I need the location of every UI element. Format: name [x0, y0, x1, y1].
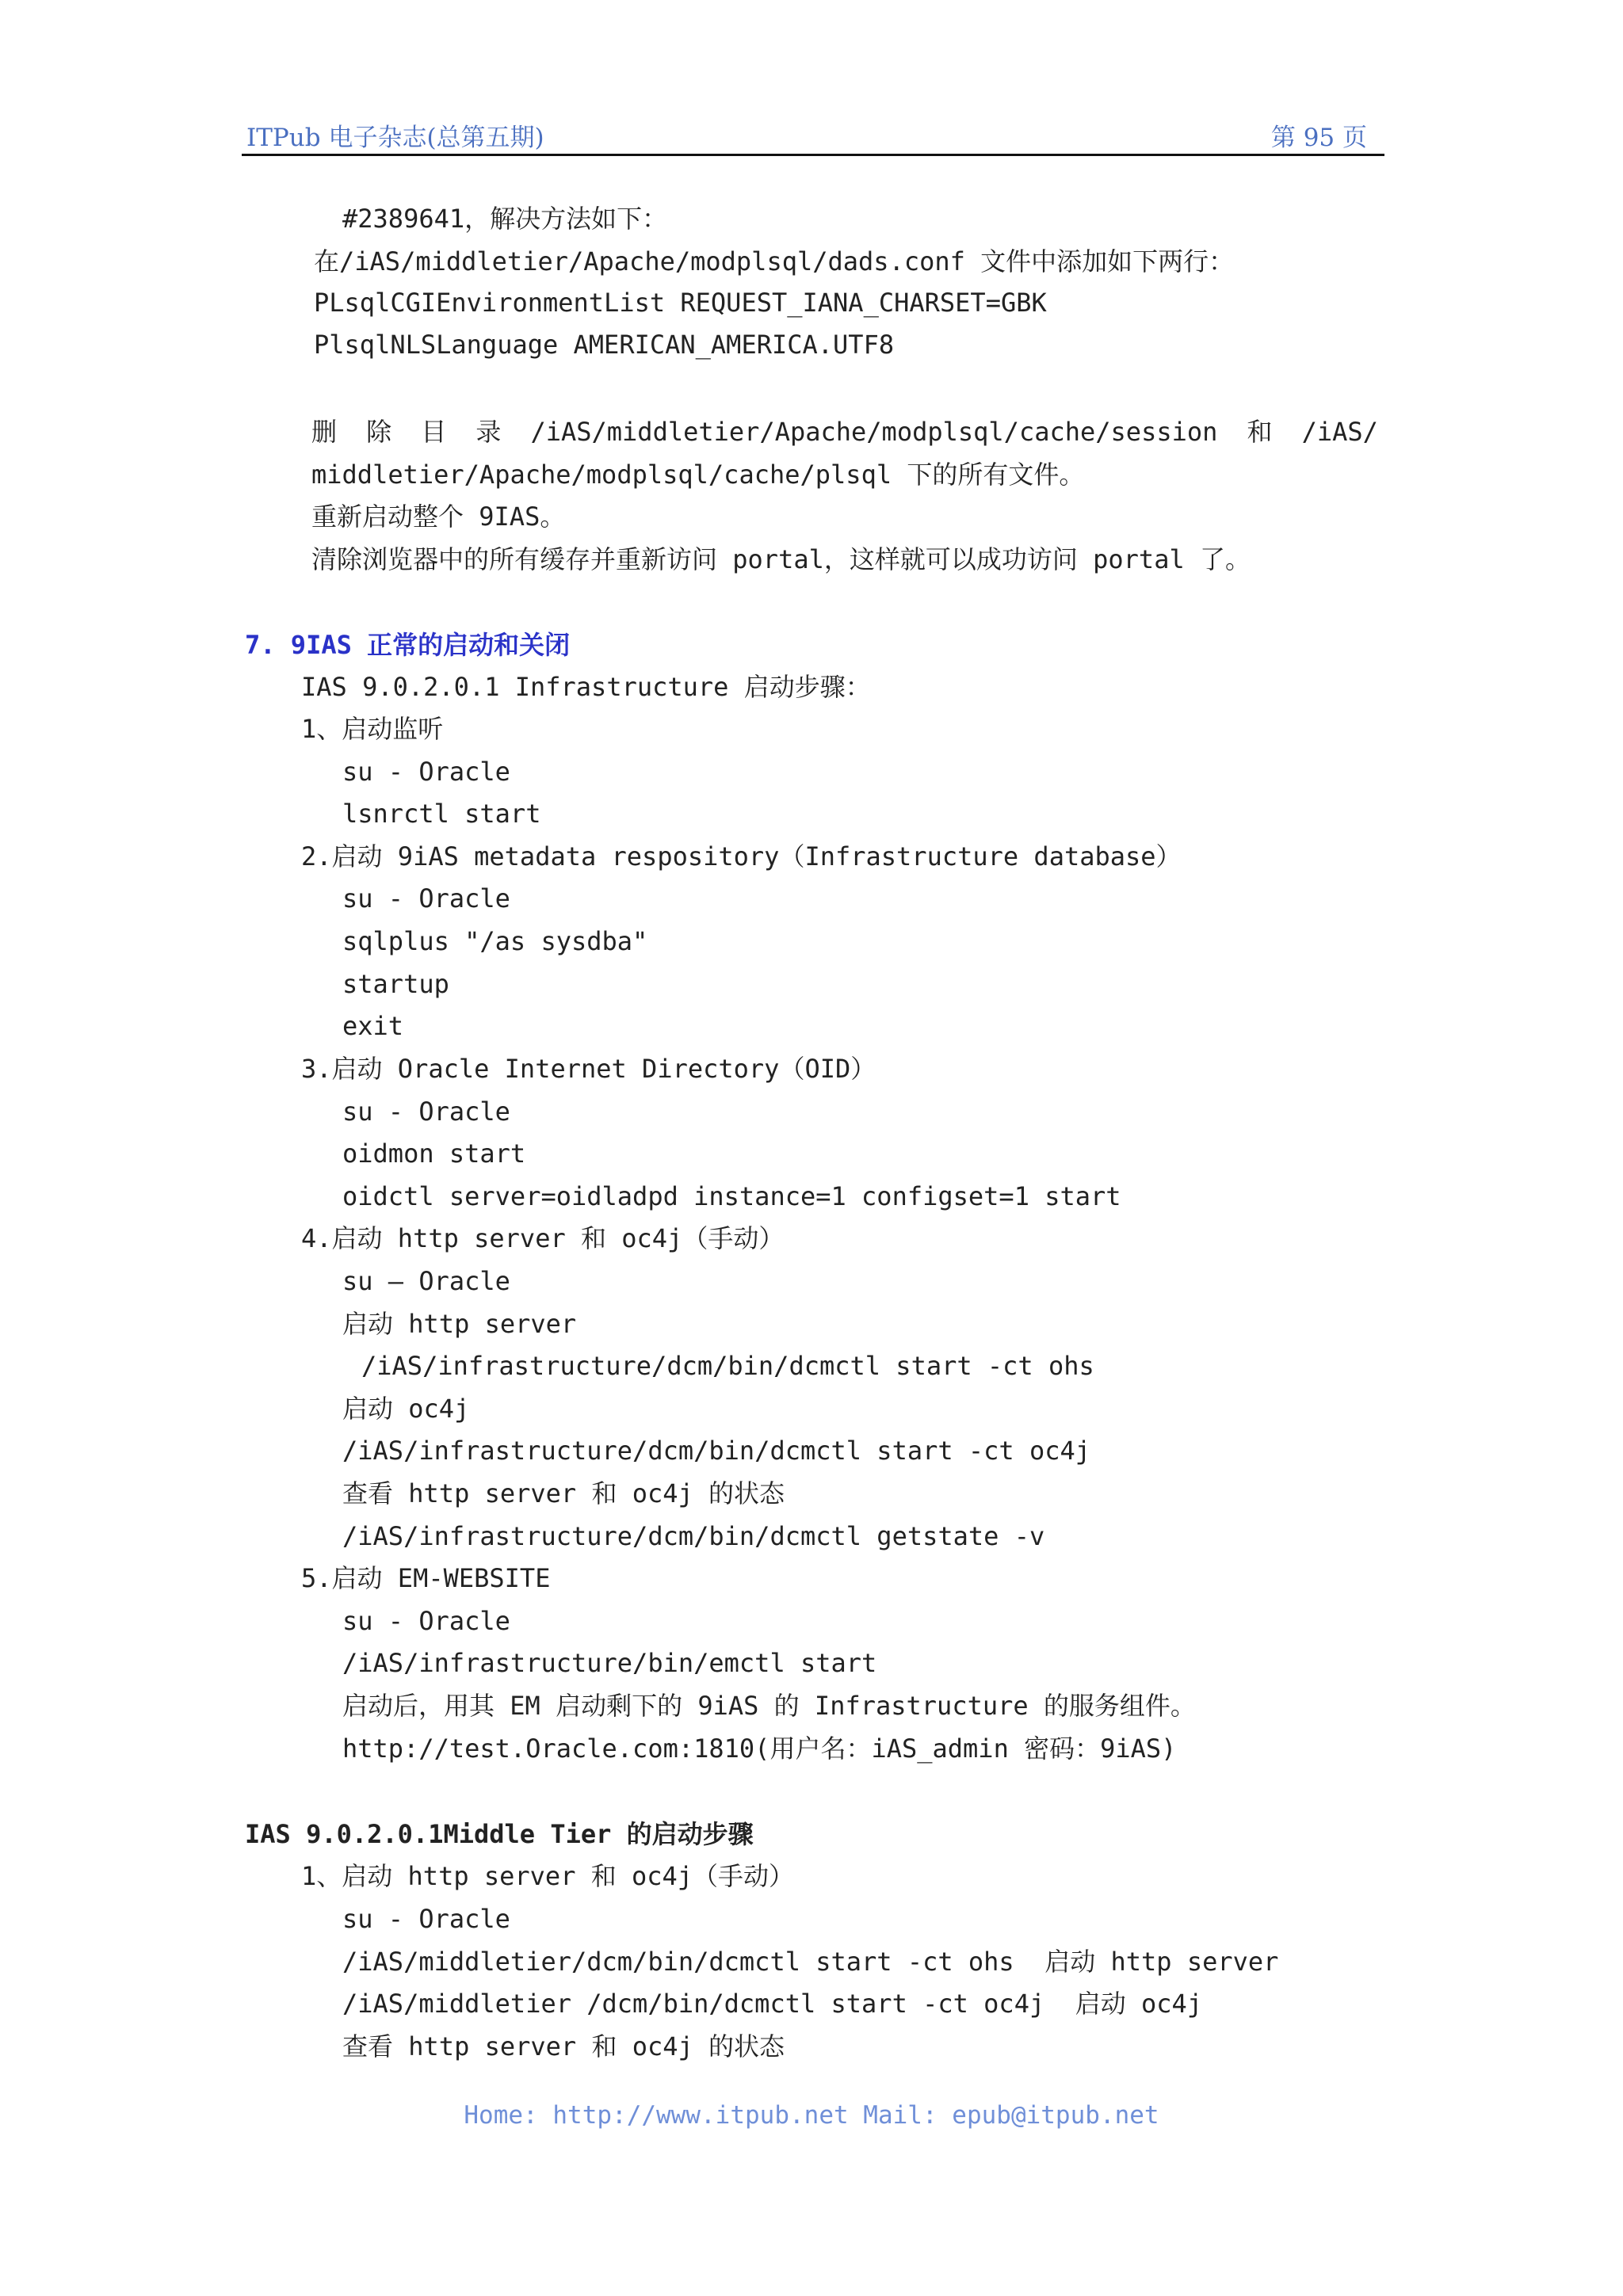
- issue-reference: #2389641，解决方法如下：: [342, 204, 668, 234]
- config-line-nls: PlsqlNLSLanguage AMERICAN_AMERICA.UTF8: [314, 330, 895, 360]
- del-word: 目: [421, 417, 447, 447]
- text-line: 启动 oc4j: [342, 1394, 470, 1424]
- code-line: su - Oracle: [342, 757, 510, 787]
- step-5: 5.启动 EM-WEBSITE: [301, 1563, 551, 1593]
- code-line: oidctl server=oidladpd instance=1 configset=1 start: [342, 1181, 1121, 1211]
- page-header: [242, 114, 1384, 156]
- code-line: sqlplus "/as sysdba": [342, 926, 648, 956]
- step-3: 3.启动 Oracle Internet Directory（OID）: [301, 1054, 876, 1084]
- del-word: /iAS/: [1301, 417, 1378, 447]
- code-line: /iAS/infrastructure/bin/emctl start: [342, 1648, 877, 1678]
- code-line: exit: [342, 1011, 404, 1041]
- clear-browser-cache: 清除浏览器中的所有缓存并重新访问 portal，这样就可以成功访问 portal 了。: [311, 544, 1251, 574]
- code-line: su – Oracle: [342, 1266, 510, 1296]
- code-line: lsnrctl start: [342, 799, 541, 829]
- code-line: su - Oracle: [342, 1606, 510, 1636]
- del-word: 除: [366, 417, 392, 447]
- dads-conf-instruction: 在/iAS/middletier/Apache/modplsql/dads.conf 文件中添加如下两行：: [314, 246, 1235, 277]
- text-line: 启动后，用其 EM 启动剩下的 9iAS 的 Infrastructure 的服务组件。: [342, 1691, 1196, 1721]
- code-line: /iAS/middletier/dcm/bin/dcmctl start -ct ohs 启动 http server: [342, 1947, 1279, 1977]
- text-line: 查看 http server 和 oc4j 的状态: [342, 2031, 785, 2061]
- code-line: su - Oracle: [342, 1097, 510, 1127]
- em-url-line: http://test.Oracle.com:1810(用户名：iAS_admin 密码：9iAS): [342, 1733, 1177, 1764]
- code-line: /iAS/infrastructure/dcm/bin/dcmctl getstate -v: [342, 1521, 1045, 1551]
- step-1: 1、启动监听: [301, 714, 444, 744]
- config-line-charset: PLsqlCGIEnvironmentList REQUEST_IANA_CHARSET=GBK: [314, 288, 1047, 318]
- step-4: 4.启动 http server 和 oc4j（手动）: [301, 1223, 785, 1253]
- magazine-title: ITPub 电子杂志(总第五期): [246, 124, 544, 152]
- section-7-heading: 7. 9IAS 正常的启动和关闭: [245, 630, 571, 660]
- text-line: 查看 http server 和 oc4j 的状态: [342, 1478, 785, 1508]
- code-line: /iAS/infrastructure/dcm/bin/dcmctl start -ct ohs: [361, 1351, 1094, 1381]
- del-word: 录: [475, 417, 502, 447]
- del-word: 和: [1247, 417, 1273, 447]
- code-line: su - Oracle: [342, 1904, 510, 1934]
- delete-directory-line-2: middletier/Apache/modplsql/cache/plsql 下的所有文件。: [311, 460, 1085, 490]
- del-word: 删: [311, 417, 338, 447]
- step-2: 2.启动 9iAS metadata respository（Infrastructure database）: [301, 841, 1182, 871]
- code-line: su - Oracle: [342, 883, 510, 913]
- middle-tier-heading: IAS 9.0.2.0.1Middle Tier 的启动步骤: [245, 1819, 754, 1849]
- page-number: 第 95 页: [1270, 124, 1367, 152]
- code-line: oidmon start: [342, 1138, 526, 1169]
- restart-9ias: 重新启动整个 9IAS。: [311, 502, 566, 532]
- code-line: /iAS/middletier /dcm/bin/dcmctl start -ct oc4j 启动 oc4j: [342, 1989, 1203, 2019]
- text-line: 启动 http server: [342, 1309, 577, 1339]
- page-footer: Home: http://www.itpub.net Mail: epub@itpub.net: [464, 2101, 1159, 2130]
- infrastructure-steps-title: IAS 9.0.2.0.1 Infrastructure 启动步骤：: [301, 672, 871, 702]
- code-line: startup: [342, 969, 449, 999]
- code-line: /iAS/infrastructure/dcm/bin/dcmctl start -ct oc4j: [342, 1436, 1091, 1466]
- middle-step-1: 1、启动 http server 和 oc4j（手动）: [301, 1861, 795, 1891]
- delete-directory-line: [311, 414, 1378, 449]
- del-word: /iAS/middletier/Apache/modplsql/cache/session: [530, 417, 1218, 447]
